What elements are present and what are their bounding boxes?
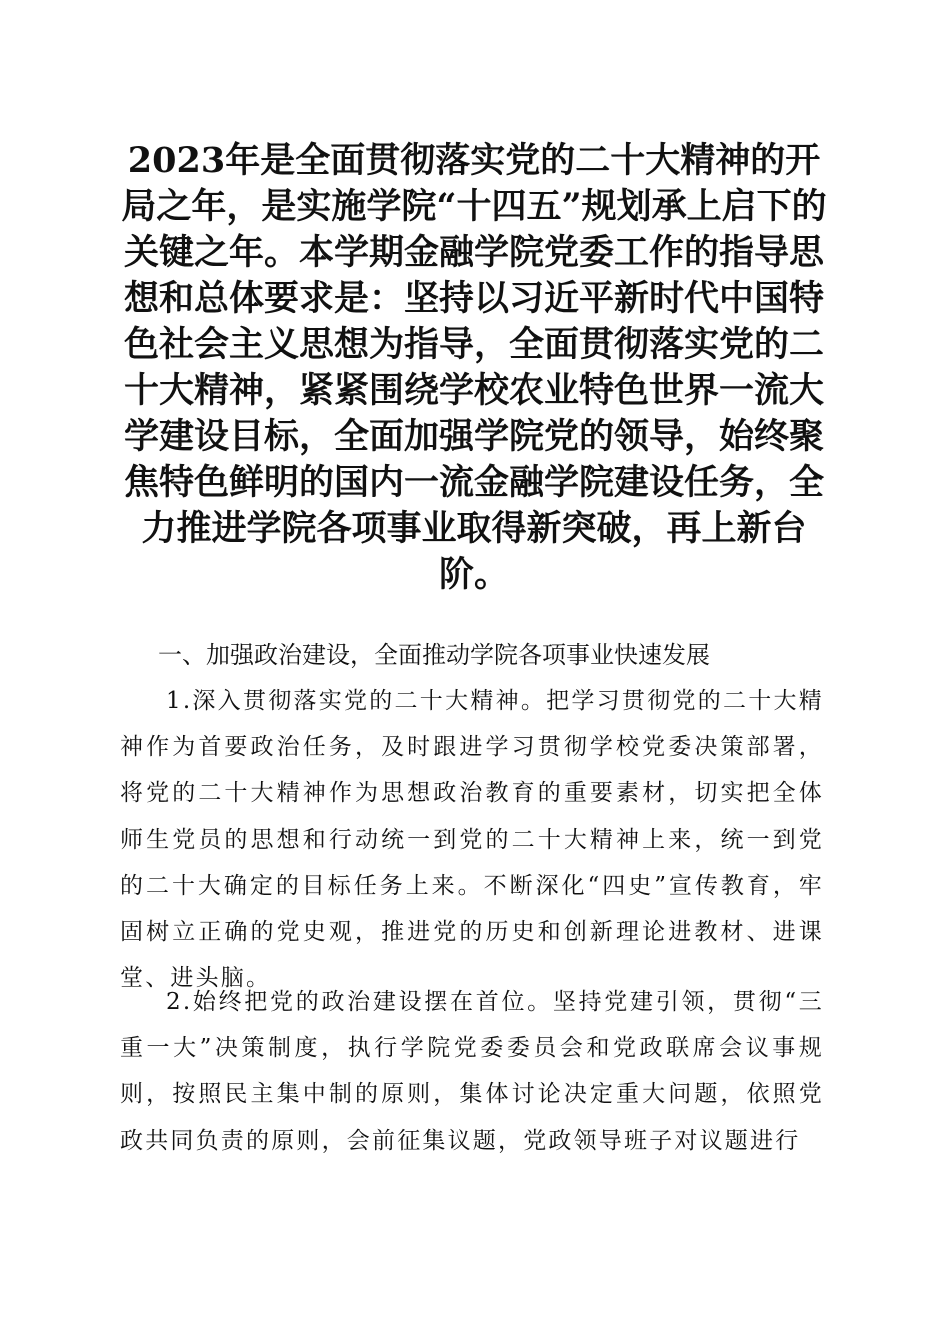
paragraph-1: 1.深入贯彻落实党的二十大精神。把学习贯彻党的二十大精神作为首要政治任务，及时跟进学习贯彻学校党委决策部署，将党的二十大精神作为思想政治教育的重要素材，切实把全体师生党员的思想和行动统一到党的二十大精神上来，统一到党的二十大确定的目标任务上来。不断深化“四史”宣传教育，牢固树立正确的党史观，推进党的历史和创新理论进教材、进课堂、进头脑。 (120, 688, 824, 992)
paragraph-2: 2.始终把党的政治建设摆在首位。坚持党建引领，贯彻“三重一大”决策制度，执行学院党委委员会和党政联席会议事规则，按照民主集中制的原则，集体讨论决定重大问题，依照党政共同负责的原则，会前征集议题，党政领导班子对议题进行 (120, 989, 824, 1154)
section-heading: 一、加强政治建设，全面推动学院各项事业快速发展 (158, 641, 710, 669)
document-title: 2023年是全面贯彻落实党的二十大精神的开局之年，是实施学院“十四五”规划承上启下的关键之年。本学期金融学院党委工作的指导思想和总体要求是：坚持以习近平新时代中国特色社会主义思想为指导，全面贯彻落实党的二十大精神，紧紧围绕学校农业特色世界一流大学建设目标，全面加强学院党的领导，始终聚焦特色鲜明的国内一流金融学院建设任务，全力推进学院各项事业取得新突破，再上新台阶。 (121, 140, 827, 595)
